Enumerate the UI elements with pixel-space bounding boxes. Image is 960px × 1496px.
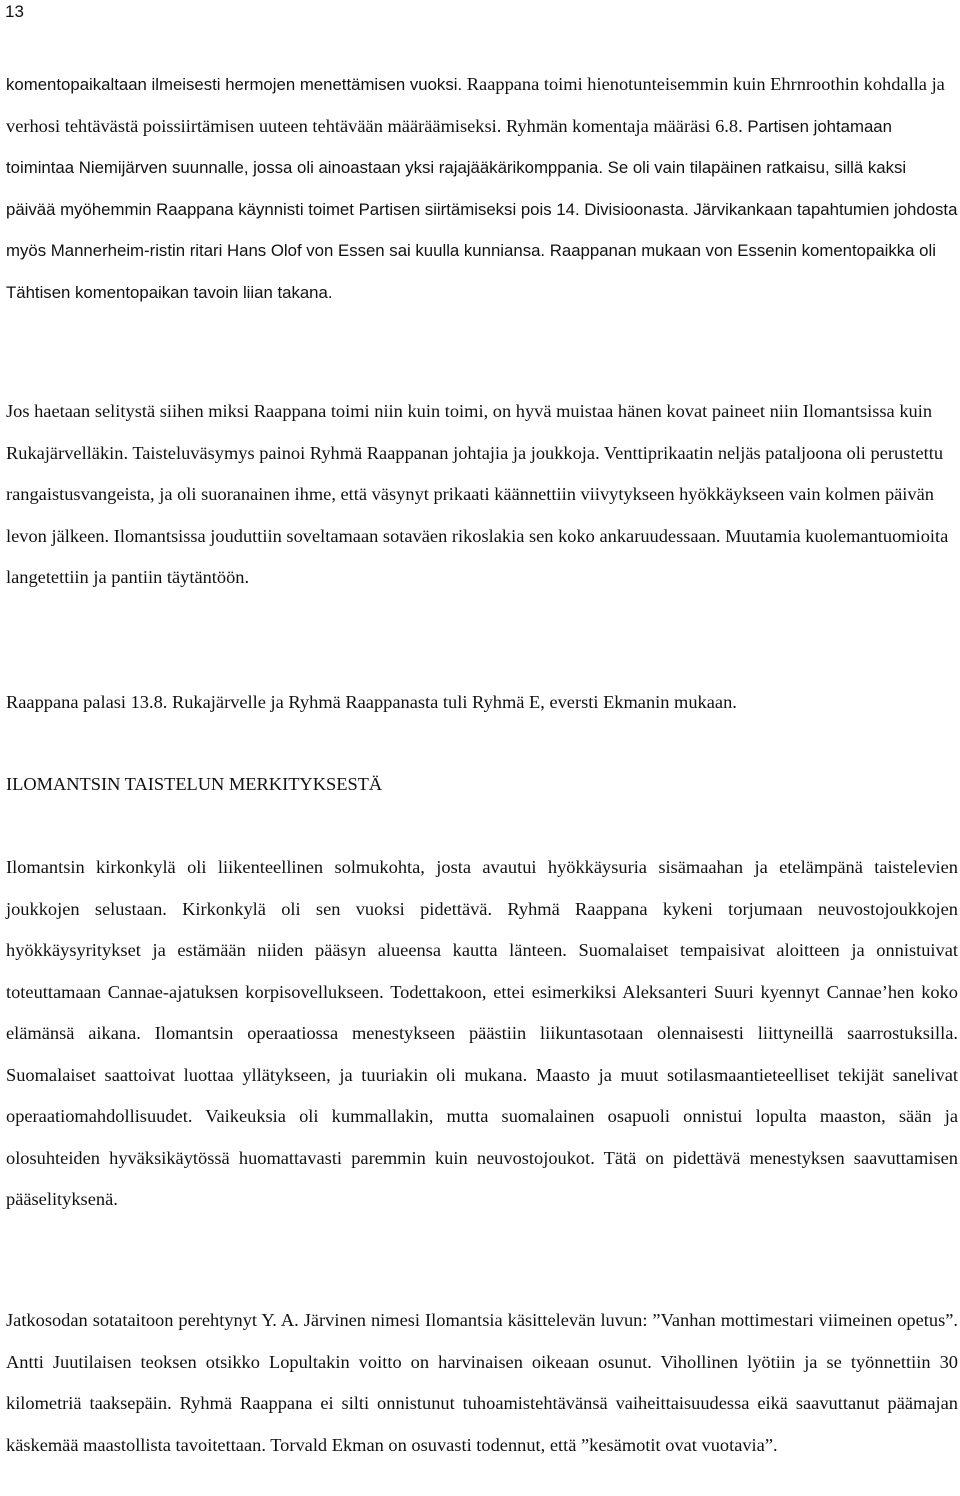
paragraph-1-sentence-3: Partisen johtamaan toimintaa Niemijärven suunnalle, jossa oli ainoastaan yksi rajajääkärikomppania. Se oli vain tilapäinen ratkaisu, sillä kaksi päivää myöhemmin Raappana käynnisti toimet Partisen siirtämiseksi pois 14. Divisioonasta. Järvikankaan tapahtumien johdosta myös Mannerheim-ristin ritari Hans Olof von Essen sai kuulla kunniansa. Raappanan mukaan von Essenin komentopaikka oli Tähtisen komentopaikan tavoin liian takana. [6,116,958,302]
paragraph-4: Ilomantsin kirkonkylä oli liikenteellinen solmukohta, josta avautui hyökkäysuria sisämaahan ja etelämpänä taistelevien joukkojen selustaan. Kirkonkylä oli sen vuoksi pidettävä. Ryhmä Raappana kykeni torjumaan neuvostojoukkojen hyökkäysyritykset ja estämään niiden pääsyn alueensa kautta länteen. Suomalaiset tempaisivat aloitteen ja onnistuivat toteuttamaan Cannae-ajatuksen korpisovellukseen. Todettakoon, ettei esimerkiksi Aleksanteri Suuri kyennyt Cannae’hen koko elämänsä aikana. Ilomantsin operaatiossa menestykseen päästiin liikuntasotaan olennaisesti liittyneillä saarrostuksilla. Suomalaiset saattoivat luottaa yllätykseen, ja tuuriakin oli mukana. Maasto ja muut sotilasmaantieteelliset tekijät sanelivat operaatiomahdollisuudet. Vaikeuksia oli kummallakin, mutta suomalainen osapuoli onnistui lopulta maaston, sään ja olosuhteiden hyväksikäytössä huomattavasti paremmin kuin neuvostojoukot. Tätä on pidettävä menestyksen saavuttamisen pääselityksenä. [6,857,958,1209]
page-number: 13 [5,2,24,21]
paragraph-1 [6,64,958,313]
paragraph-5: Jatkosodan sotataitoon perehtynyt Y. A. Järvinen nimesi Ilomantsia käsittelevän luvun: ”Vanhan mottimestari viimeinen opetus”. Antti Juutilaisen teoksen otsikko Lopultakin voitto on harvinaisen oikeaan osunut. Vihollinen lyötiin ja se työnnettiin 30 kilometriä taaksepäin. Ryhmä Raappana ei silti onnistunut tuhoamistehtävänsä vaiheittaisuudessa eikä saavuttanut päämajan käskemää maastollista tavoitettaan. Torvald Ekman on osuvasti todennut, että ”kesämotit ovat vuotavia”. [6,1310,958,1455]
paragraph-3: Raappana palasi 13.8. Rukajärvelle ja Ryhmä Raappanasta tuli Ryhmä E, eversti Ekmanin mukaan. [6,692,737,712]
paragraph-2: Jos haetaan selitystä siihen miksi Raappana toimi niin kuin toimi, on hyvä muistaa hänen kovat paineet niin Ilomantsissa kuin Rukajärvelläkin. Taisteluväsymys painoi Ryhmä Raappanan johtajia ja joukkoja. Venttiprikaatin neljäs pataljoona oli perustettu rangaistusvangeista, ja oli suoranainen ihme, että väsynyt prikaati käännettiin viivytykseen hyökkäykseen vain kolmen päivän levon jälkeen. Ilomantsissa jouduttiin soveltamaan sotaväen rikoslakia sen koko ankaruudessaan. Muutamia kuolemantuomioita langetettiin ja pantiin täytäntöön. [6,401,949,587]
paragraph-1-sentence-1: komentopaikaltaan ilmeisesti hermojen menettämisen vuoksi. [6,75,463,94]
section-heading: ILOMANTSIN TAISTELUN MERKITYKSESTÄ [6,774,383,794]
paragraph-1-sentence-2: Raappana toimi hienotunteisemmin kuin Ehrnroothin kohdalla ja verhosi tehtävästä poissiirtämisen uuteen tehtävään määräämiseksi. Ryhmän komentaja määräsi 6.8. [6,74,945,136]
